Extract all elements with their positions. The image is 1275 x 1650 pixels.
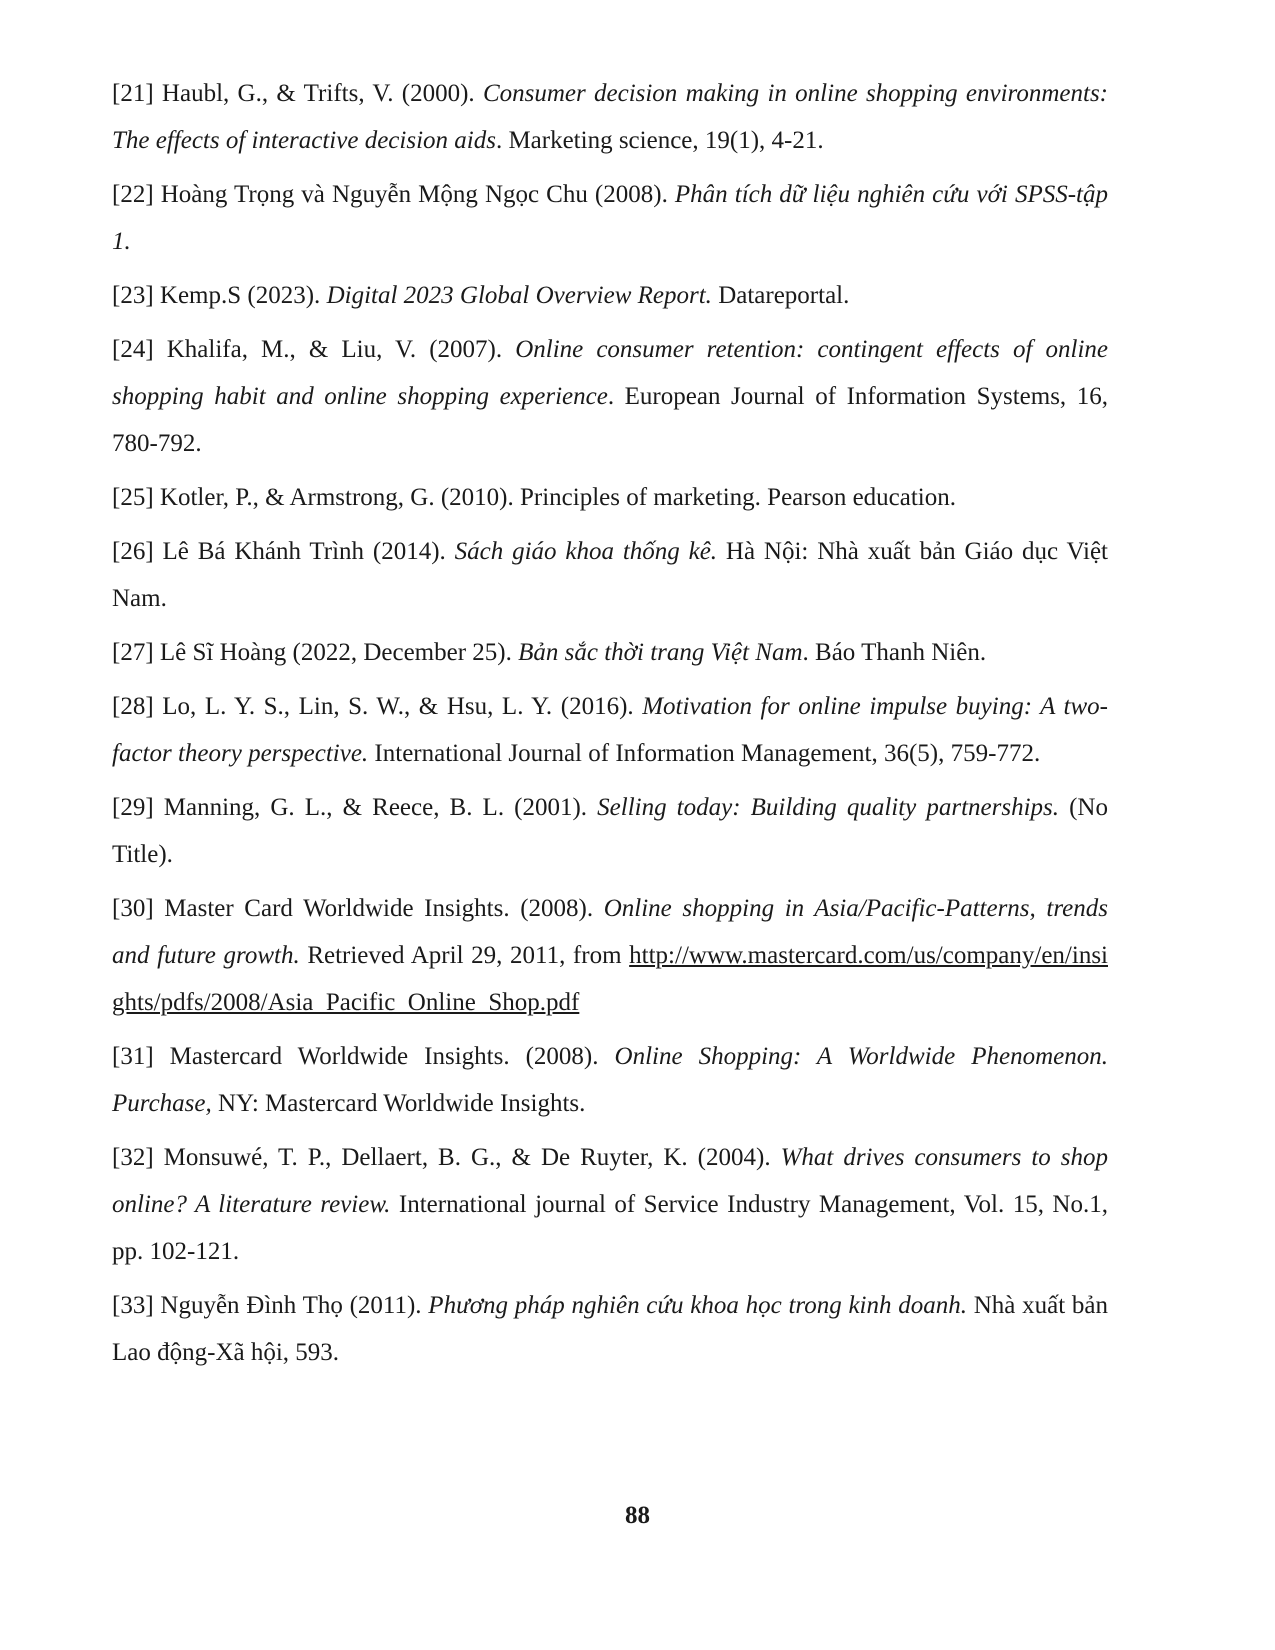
reference-31-title: Online Shopping: A Worldwide Phenomenon. Purchase, <box>112 1043 1108 1117</box>
reference-31-source: NY: Mastercard Worldwide Insights. <box>211 1090 586 1117</box>
reference-24-authors: [24] Khalifa, M., & Liu, V. (2007). <box>112 336 516 363</box>
reference-33-authors: [33] Nguyễn Đình Thọ (2011). <box>112 1292 429 1319</box>
reference-30-url-link[interactable]: http://www.mastercard.com/us/company/en/insights/pdfs/2008/Asia_Pacific_Online_Shop.pdf <box>112 942 1108 1016</box>
reference-23-authors: [23] Kemp.S (2023). <box>112 282 327 309</box>
reference-22-authors: [22] Hoàng Trọng và Nguyễn Mộng Ngọc Chu (2008). <box>112 181 675 208</box>
reference-23 <box>112 272 1108 319</box>
reference-31 <box>112 1033 1108 1127</box>
reference-24-title: Online consumer retention: contingent effects of online shopping habit and online shopping experience <box>112 336 1108 410</box>
reference-32-title: What drives consumers to shop online? A literature review. <box>112 1144 1108 1218</box>
reference-26-authors: [26] Lê Bá Khánh Trình (2014). <box>112 538 455 565</box>
reference-24 <box>112 326 1108 467</box>
reference-21-source: . Marketing science, 19(1), 4-21. <box>495 127 824 154</box>
reference-30-authors: [30] Master Card Worldwide Insights. (2008). <box>112 895 604 922</box>
reference-23-source: Datareportal. <box>711 282 850 309</box>
reference-29-source: (No Title). <box>112 794 1108 868</box>
reference-22 <box>112 171 1108 265</box>
reference-28-title: Motivation for online impulse buying: A two-factor theory perspective. <box>112 693 1108 767</box>
reference-28-authors: [28] Lo, L. Y. S., Lin, S. W., & Hsu, L. Y. (2016). <box>112 693 643 720</box>
reference-33-title: Phương pháp nghiên cứu khoa học trong kinh doanh. <box>428 1292 967 1319</box>
reference-32 <box>112 1134 1108 1275</box>
reference-26 <box>112 528 1108 622</box>
reference-23-title: Digital 2023 Global Overview Report. <box>326 282 712 309</box>
reference-21 <box>112 70 1108 164</box>
reference-28 <box>112 683 1108 777</box>
reference-26-title: Sách giáo khoa thống kê. <box>454 538 718 565</box>
reference-30-source: Retrieved April 29, 2011, from <box>299 942 630 969</box>
reference-26-source: Hà Nội: Nhà xuất bản Giáo dục Việt Nam. <box>112 538 1108 612</box>
reference-33 <box>112 1282 1108 1376</box>
reference-25 <box>112 474 1108 521</box>
reference-33-source: Nhà xuất bản Lao động-Xã hội, 593. <box>112 1292 1108 1366</box>
page-number: 88 <box>625 1502 650 1529</box>
reference-30 <box>112 885 1108 1026</box>
reference-29-authors: [29] Manning, G. L., & Reece, B. L. (2001). <box>112 794 598 821</box>
reference-32-authors: [32] Monsuwé, T. P., Dellaert, B. G., & De Ruyter, K. (2004). <box>112 1144 781 1171</box>
reference-30-title: Online shopping in Asia/Pacific-Patterns, trends and future growth. <box>112 895 1108 969</box>
reference-27-source: . Báo Thanh Niên. <box>802 639 987 666</box>
reference-21-title: Consumer decision making in online shopping environments: The effects of interactive decision aids <box>112 80 1108 154</box>
reference-21-authors: [21] Haubl, G., & Trifts, V. (2000). <box>112 80 483 107</box>
reference-28-source: International Journal of Information Management, 36(5), 759-772. <box>368 740 1041 767</box>
reference-24-source: . European Journal of Information Systems, 16, 780-792. <box>112 383 1108 457</box>
reference-list <box>112 70 1108 1383</box>
reference-29-title: Selling today: Building quality partnerships. <box>597 794 1060 821</box>
reference-31-authors: [31] Mastercard Worldwide Insights. (2008). <box>112 1043 615 1070</box>
reference-32-source: International journal of Service Industry Management, Vol. 15, No.1, pp. 102-121. <box>112 1191 1108 1265</box>
reference-27-title: Bản sắc thời trang Việt Nam <box>518 639 803 666</box>
reference-22-title: Phân tích dữ liệu nghiên cứu với SPSS-tập 1. <box>112 181 1108 255</box>
reference-27-authors: [27] Lê Sĩ Hoàng (2022, December 25). <box>112 639 519 666</box>
reference-27 <box>112 629 1108 676</box>
reference-25-text: [25] Kotler, P., & Armstrong, G. (2010). Principles of marketing. Pearson education. <box>112 484 956 511</box>
reference-29 <box>112 784 1108 878</box>
